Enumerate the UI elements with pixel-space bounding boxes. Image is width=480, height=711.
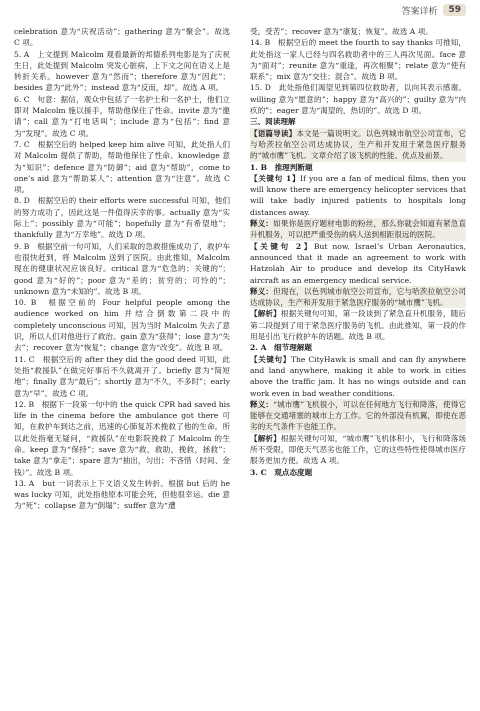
guide-text: 本文是一篇说明文。以色列城市航空公司宣布，它与哈茨拉航空公司达成协议，生产和开发用于紧急医疗服务的“城市鹰”飞机。文章介绍了该飞机的性能、优点及前景。 [250, 128, 466, 161]
answer-13: 13. A but 一词表示上下文语义发生转折。根据 but 后的 he was lucky 可知，此处指他原本可能会死，但他很幸运。die 意为“死”；collapse 意为“倒塌”；suffer 意为“遭 [14, 478, 230, 511]
gloss1-tag: 释义： [250, 219, 274, 229]
page-number: 59 [443, 4, 466, 16]
key1-text: If you are a fan of medical films, then you will know there are emergency helicopter services that will take badly injured patients to hospitals long distances away. [250, 173, 466, 217]
answer-11: 11. C 根据空后的 after they did the good deed 可知，此处指“救援队”在做完好事后不久就离开了。briefly 意为“简短地”；finally 意为“最后”；shortly 意为“不久，不多时”；early 意为“早”。故选 C 项。 [14, 354, 230, 398]
answer-12: 12. B 根据下一段第一句中的 the quick CPR had saved his life in the cinema before the ambulance got there 可知，在救护车到达之前，迅速的心肺复苏术挽救了他的生命。所以此处指毫无疑问，“救援队”在电影院挽救了 Malcolm 的生命。keep 意为“保持”；save 意为“救，救助，挽救，拯救”；take 意为“拿走”；spare 意为“抽出，匀出；不吝惜（时间、金钱）”。故选 B 项。 [14, 399, 230, 477]
answer-5: 5. A 上文提到 Malcolm 观看最新的邦德系列电影是为了庆祝生日，此处提到 Malcolm 突发心脏病，上下文之间在语义上是转折关系。however 意为“然而”；therefore 意为“因此”；besides 意为“此外”；instead 意为“反而，却”。故选 A 项。 [14, 49, 230, 93]
answer-4-tail: celebration 意为“庆祝活动”；gathering 意为“聚会”。故选 C 项。 [14, 27, 230, 48]
key-sentence-2 [250, 241, 466, 286]
guide-tag: 【语篇导读】 [250, 128, 297, 138]
gloss-2 [250, 286, 466, 309]
page-header [401, 2, 466, 18]
answer-14: 14. B 根据空后的 meet the fourth to say thanks 可推知，此处指这一家人已经与四名救助者中的三人再次见面。face 意为“面对”；reunite 意为“重逢，再次相聚”；relate 意为“使有联系”；mix 意为“交往；混合”。故选 B 项。 [250, 38, 466, 82]
analysis-2 [250, 433, 466, 467]
answer-6: 6. C 句意：据信，观众中包括了一名护士和一名护士，他们立即对 Malcolm 施以援手，帮助他保住了性命。invite 意为“邀请”；call 意为“打电话叫”；include 意为“包括”；find 意为“发现”。故选 C 项。 [14, 94, 230, 138]
right-column [250, 26, 466, 478]
key1-tag: 【关键句 1】 [250, 173, 301, 183]
key-sentence-1 [250, 173, 466, 218]
question-3-heading: 3. C 观点态度题 [250, 467, 313, 477]
section-heading: 三、阅读理解 [250, 117, 296, 127]
analysis2-text: 根据关键句可知，“城市鹰”飞机体积小，飞行和降落场所不受限，即使天气恶劣也能工作，它的这些特性使得城市医疗服务更加方便。故选 A 项。 [250, 433, 467, 466]
answer-7: 7. C 根据空后的 helped keep him alive 可知，此处指人们对 Malcolm 提供了帮助，帮助他保住了性命。knowledge 意为“知识”；defence 意为“防御”；aid 意为“帮助”，come to one’s aid 意为“帮助某人”；attention 意为“注意”。故选 C 项。 [14, 139, 230, 195]
question-1-heading: 1. B 推理判断题 [250, 162, 313, 172]
analysis1-tag: 【解析】 [250, 309, 281, 319]
answer-9: 9. B 根据空前一句可知，人们采取的急救措施成功了，救护车也很快赶到，将 Malcolm 送到了医院。由此推知，Malcolm 现在的健康状况应该良好。critical 意为“危急的；关键的”；good 意为“好的”；poor 意为“差的；贫穷的；可怜的”；unknown 意为“未知的”。故选 B 项。 [14, 241, 230, 296]
key-sentence-3 [250, 354, 466, 399]
analysis1-text: 根据关键句可知，第一段谈到了紧急直升机服务，随后第二段提到了用于紧急医疗服务的飞机。由此推知，第一段的作用是引出飞行救护车的话题。故选 B 项。 [250, 309, 466, 342]
gloss3-tag: 释义： [250, 399, 274, 409]
key2-text: But now, Israel’s Urban Aeronautics, announced that it made an agreement to work with Hatzolah Air to produce and develop its CityHawk aircraft as an emergency medical service. [250, 241, 466, 285]
passage-guide [250, 128, 466, 162]
analysis2-tag: 【解析】 [250, 433, 281, 443]
key3-tag: 【关键句】 [250, 354, 291, 364]
key3-text: The CityHawk is small and can fly anywhere and land anywhere, making it able to work in cities above the traffic jam. It has no wings outside and can work even in bad weather conditions. [250, 354, 467, 398]
gloss3-text: “城市鹰”飞机很小，可以在任何地方飞行和降落，使得它能够在交通堵塞的城市上方工作。它的外部没有机翼，即使在恶劣的天气条件下也能工作。 [250, 399, 466, 432]
key2-tag: 【关键句 2】 [250, 241, 314, 251]
gloss2-text: 但现在，以色列城市航空公司宣布，它与哈茨拉航空公司达成协议，生产和开发用于紧急医疗服务的“城市鹰”飞机。 [250, 286, 466, 308]
gloss-1 [250, 218, 466, 241]
answer-15: 15. D 此处指他们渴望见到第四位救助者，以向其表示感谢。willing 意为“愿意的”；happy 意为“高兴的”；guilty 意为“内疚的”；eager 意为“渴望的，热切的”。故选 D 项。 [250, 83, 466, 116]
gloss-3 [250, 399, 466, 433]
gloss1-text: 如果你是医疗题材电影的粉丝，那么你就会知道有紧急直升机服务，可以把严重受伤的病人送到相距很远的医院。 [250, 219, 466, 240]
left-column [14, 26, 230, 512]
gloss2-tag: 释义： [250, 286, 274, 296]
header-label: 答案详析 [401, 6, 438, 17]
answer-8: 8. D 根据空后的 their efforts were successful 可知，他们的努力成功了，因此这是一件值得庆幸的事。actually 意为“实际上”；possibly 意为“可能”；hopefully 意为“有希望地”；thankfully 意为“万幸地”。故选 D 项。 [14, 196, 230, 240]
analysis-1 [250, 308, 466, 342]
answer-13-tail: 受，受苦”；recover 意为“康复；恢复”。故选 A 项。 [250, 27, 433, 36]
question-2-heading: 2. A 细节理解题 [250, 343, 313, 353]
answer-10: 10. B 根据空前的 Four helpful people among the audience worked on him 并结合倒数第二段中的 completely unconscious 可知，因为当时 Malcolm 失去了意识，所以人们对他进行了救治。gain 意为“获得”；lose 意为“失去”；recover 意为“恢复”；change 意为“改变”。故选 B 项。 [14, 298, 230, 353]
